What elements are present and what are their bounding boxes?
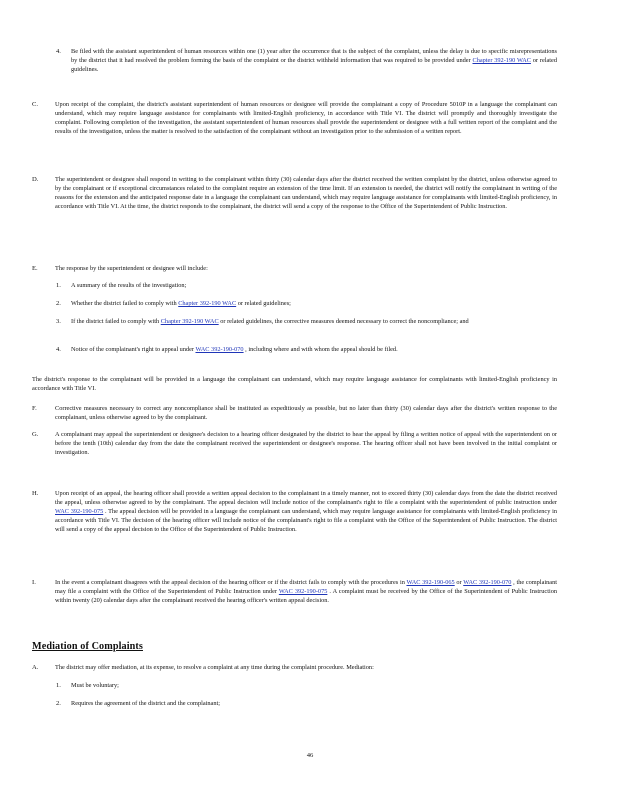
section-i-text: In the event a complainant disagrees with the appeal decision of the hearing officer or if the district fails to comply with the procedures in WAC 392-190-065 or WAC 392-190-070 , the complainant may file a complaint with the Office of the Superintendent of Public Instruction under WAC 392-190-075 . A complaint must be received by the Office of the Superintendent of Public Instruction within twenty (20) calendar days after the complainant received the hearing officer's written appeal decision.	[55, 579, 558, 604]
section-h-text: Upon receipt of an appeal, the hearing officer shall provide a written appeal decision to the complainant in a timely manner, not to exceed thirty (30) calendar days from the date the district received the appeal, unless otherwise agreed to by the complainant. The appeal decision will include notice of the complainant's right to file a complaint with the superintendent of public instruction under WAC 392-190-075 . The appeal decision will be provided in a language the complainant can understand, which may require language assistance for complainants with limited-English proficiency in accordance with Title VI. The decision of the hearing officer will include notice of the complainant's right to file a complaint with the Office of the Superintendent of Public Instruction. The district will send a copy of the appeal decision to the Office of the Superintendent of Public Instruction.	[55, 490, 557, 533]
section-label-a: A.	[32, 664, 39, 671]
section-label-d: D.	[32, 176, 39, 183]
wac-link[interactable]: WAC 392-190-070	[463, 579, 512, 586]
section-label-e: E.	[32, 265, 38, 272]
section-label-g: G.	[32, 431, 39, 438]
list-number: 4.	[56, 346, 61, 353]
list-number: 2.	[56, 300, 61, 307]
list-number: 3.	[56, 318, 61, 325]
wac-link[interactable]: Chapter 392-190 WAC	[160, 318, 219, 325]
section-g-text: A complainant may appeal the superintendent or designee's decision to a hearing officer designated by the district to hear the appeal by filing a written notice of appeal with the superintendent on or before the tenth (10th) calendar day from the date the complainant received the superintendent or designee's response. The hearing officer shall not have been involved in the initial complaint or investigation.	[55, 431, 557, 456]
list-number: 4.	[56, 48, 61, 55]
section-d-text: The superintendent or designee shall respond in writing to the complainant within thirty (30) calendar days after the district received the written complaint by the district, unless otherwise agreed to by the complainant or if exceptional circumstances related to the complaint require an extension of the time limit. If an extension is needed, the district will notify the complainant in writing of the reasons for the extension and the anticipated response date in a language the complainant can understand, which may require language assistance for complainants with limited-English proficiency, in accordance with Title VI. At the time, the district responds to the complainant, the district will send a copy of the response to the Office of the Superintendent of Public Instruction.	[55, 176, 557, 210]
response-paragraph: The district's response to the complainant will be provided in a language the complainant can understand, which may require language assistance for complainants with limited-English proficiency in accordance with Title VI.	[32, 376, 557, 392]
list-item: Whether the district failed to comply with Chapter 392-190 WAC or related guidelines;	[71, 300, 291, 307]
list-number: 2.	[56, 700, 61, 707]
wac-link[interactable]: WAC 392-190-070	[195, 346, 244, 353]
list-item: Must be voluntary;	[71, 682, 119, 689]
wac-link[interactable]: WAC 392-190-075	[55, 507, 104, 515]
list-item: If the district failed to comply with Chapter 392-190 WAC or related guidelines, the corrective measures deemed necessary to correct the noncompliance; and	[71, 318, 469, 325]
wac-link[interactable]: Chapter 392-190 WAC	[472, 56, 531, 64]
section-c-text: Upon receipt of the complaint, the district's assistant superintendent of human resources or designee will provide the complainant a copy of Procedure 5010P in a language the complainant can understand, which may require language assistance for complainants with limited-English proficiency, in accordance with Title VI. The district will promptly and thoroughly investigate the complaint. Following completion of the investigation, the assistant superintendent of human resources shall provide the superintendent or designee with a full written report of the complaint and the results of the investigation, unless the matter is resolved to the satisfaction of the complainant without an investigation prior to the submission of a written report.	[55, 101, 557, 135]
wac-link[interactable]: WAC 392-190-075	[278, 587, 328, 595]
section-f-text: Corrective measures necessary to correct any noncompliance shall be instituted as expeditiously as possible, but no later than thirty (30) calendar days after the district's written response to the complainant, unless otherwise agreed to by the complainant.	[55, 405, 557, 421]
list-number: 1.	[56, 282, 61, 289]
page-number: 46	[306, 752, 314, 759]
wac-link[interactable]: Chapter 392-190 WAC	[178, 300, 237, 307]
list-item: Notice of the complainant's right to appeal under WAC 392-190-070 , including where and with whom the appeal should be filed.	[71, 346, 398, 353]
wac-link[interactable]: WAC 392-190-065	[406, 579, 455, 586]
section-label-f: F.	[32, 405, 37, 412]
section-e-intro: The response by the superintendent or designee will include:	[55, 265, 208, 272]
list-number: 1.	[56, 682, 61, 689]
section-label-c: C.	[32, 101, 39, 108]
item-4-text: Be filed with the assistant superintendent of human resources within one (1) year after the occurrence that is the subject of the complaint, unless the delay is due to specific misrepresentations by the district that it had resolved the problem forming the basis of the complaint or the district withheld information that was required to be provided under Chapter 392-190 WAC or related guidelines.	[71, 48, 558, 73]
list-item: A summary of the results of the investigation;	[71, 282, 187, 289]
section-label-h: H.	[32, 490, 39, 497]
mediation-a-text: The district may offer mediation, at its expense, to resolve a complaint at any time during the complaint procedure. Mediation:	[55, 664, 374, 671]
section-label-i: I.	[32, 579, 36, 586]
list-item: Requires the agreement of the district and the complainant;	[71, 700, 220, 707]
section-heading: Mediation of Complaints	[32, 641, 143, 652]
